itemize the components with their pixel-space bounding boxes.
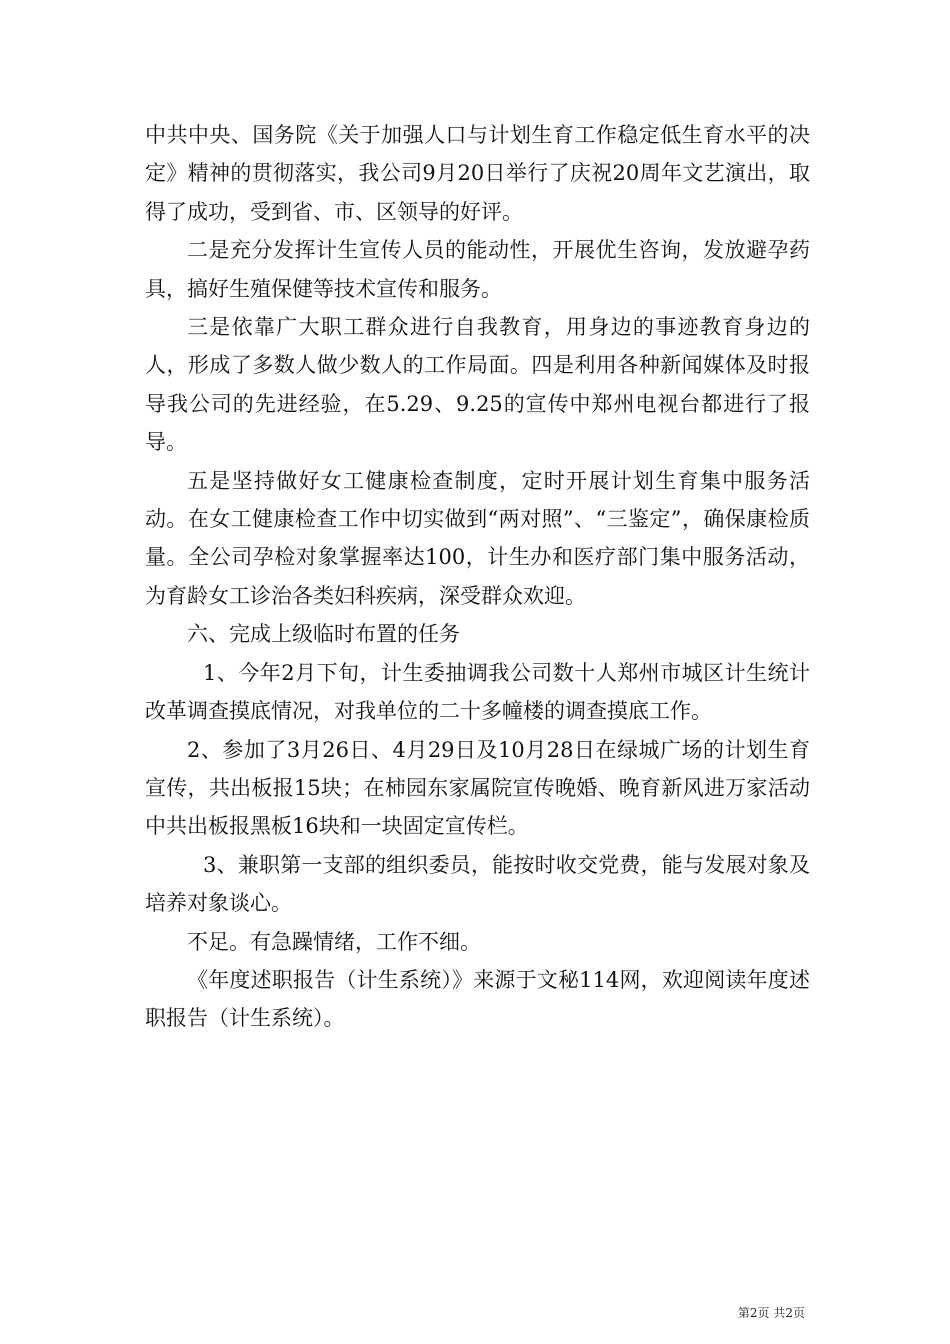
paragraph-item-two: 2、参加了3月26日、4月29日及10月28日在绿城广场的计划生育宣传，共出板报15块；在柿园东家属院宣传晚婚、晚育新风进万家活动中共出板报黑板16块和一块固定宣传栏。 xyxy=(145,737,810,839)
paragraph-point-three-four: 三是依靠广大职工群众进行自我教育，用身边的事迹教育身边的人，形成了多数人做少数人的工作局面。四是利用各种新闻媒体及时报导我公司的先进经验，在5.29、9.25的宣传中郑州电视台都进行了报导。 xyxy=(145,315,810,455)
page-number: 第2页 共2页 xyxy=(737,1306,805,1320)
paragraph-point-two: 二是充分发挥计生宣传人员的能动性，开展优生咨询，发放避孕药具，搞好生殖保健等技术宣传和服务。 xyxy=(145,238,810,301)
document-body xyxy=(145,116,810,1038)
paragraph-item-three: 3、兼职第一支部的组织委员，能按时收交党费，能与发展对象及培养对象谈心。 xyxy=(145,852,810,916)
section-heading-six: 六、完成上级临时布置的任务 xyxy=(187,622,460,647)
paragraph-point-five: 五是坚持做好女工健康检查制度，定时开展计划生育集中服务活动。在女工健康检查工作中切实做到“两对照”、“三鉴定”，确保康检质量。全公司孕检对象掌握率达100，计生办和医疗部门集中服务活动，为育龄女工诊治各类妇科疾病，深受群众欢迎。 xyxy=(145,468,810,608)
paragraph-shortcomings: 不足。有急躁情绪，工作不细。 xyxy=(187,929,481,954)
paragraph-item-one: 1、今年2月下旬，计生委抽调我公司数十人郑州市城区计生统计改革调查摸底情况，对我单位的二十多幢楼的调查摸底工作。 xyxy=(145,660,810,724)
paragraph-source-note: 《年度述职报告（计生系统）》来源于文秘114网，欢迎阅读年度述职报告（计生系统）。 xyxy=(145,967,810,1031)
paragraph-continuation: 中共中央、国务院《关于加强人口与计划生育工作稳定低生育水平的决定》精神的贯彻落实，我公司9月20日举行了庆祝20周年文艺演出，取得了成功，受到省、市、区领导的好评。 xyxy=(145,123,810,224)
